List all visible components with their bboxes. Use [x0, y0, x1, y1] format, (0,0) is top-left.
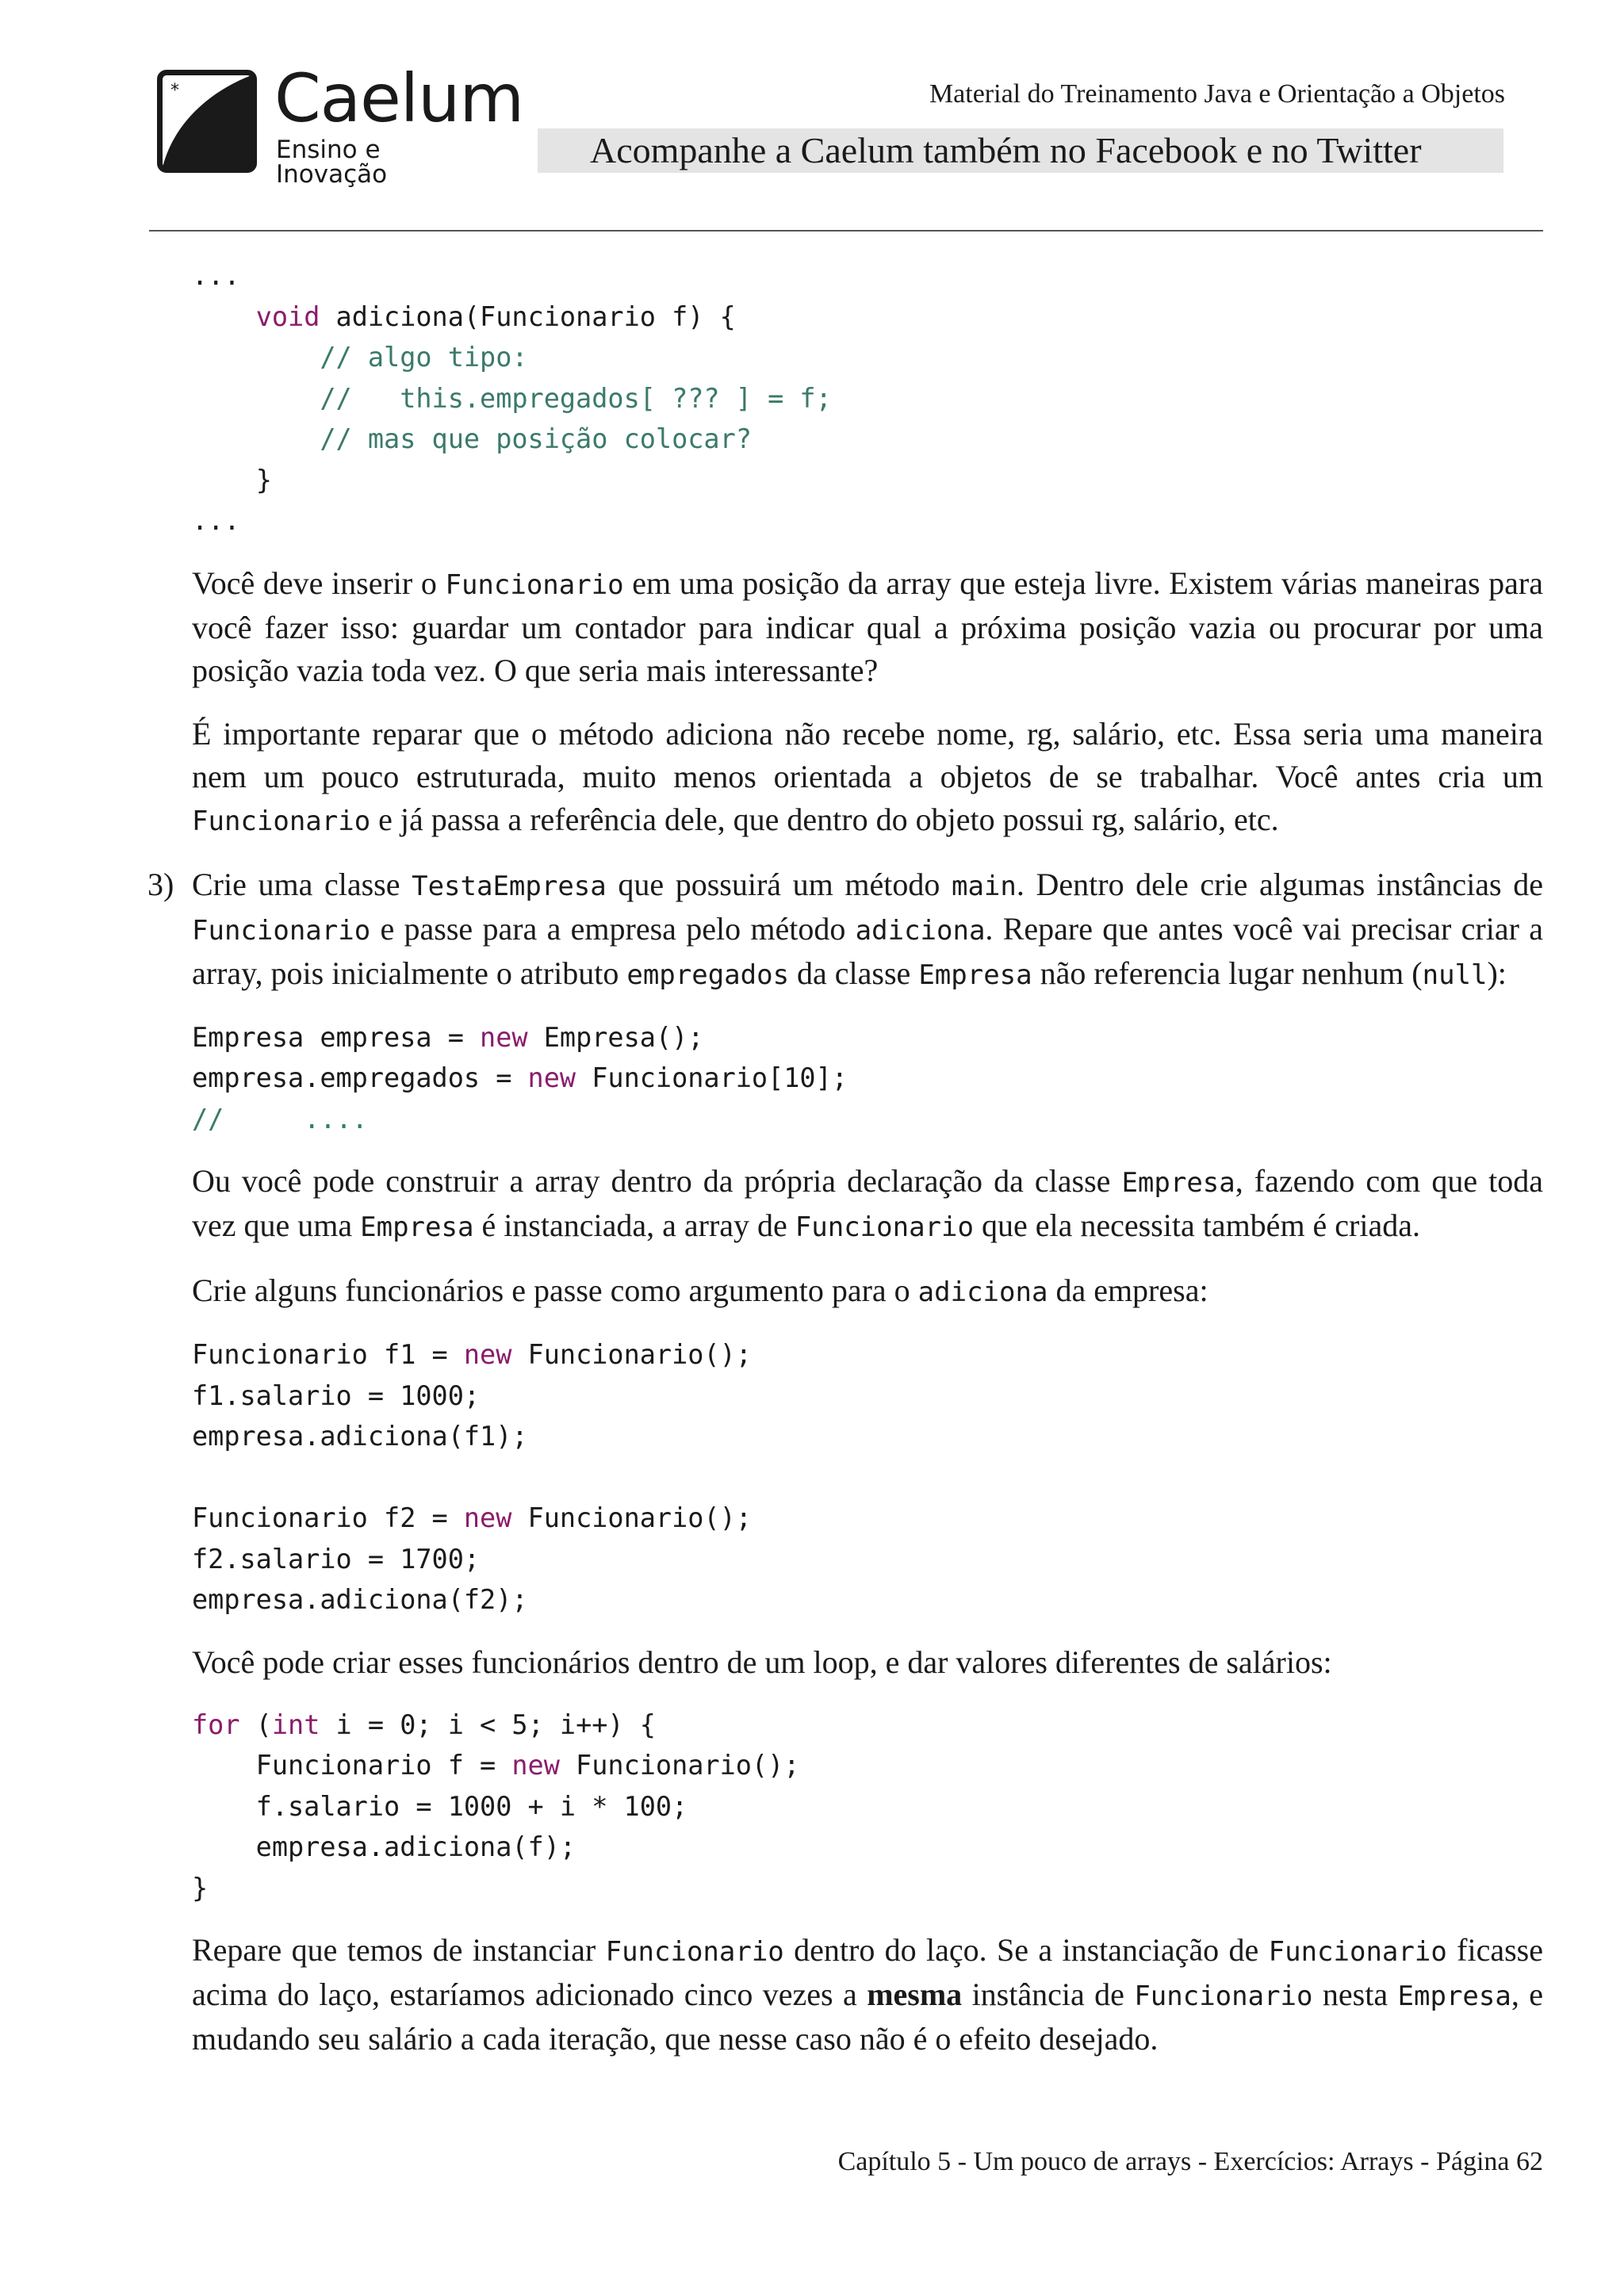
paragraph-inserir: Você deve inserir o Funcionario em uma posição da array que esteja livre. Existem várias maneiras para você fazer isso: guardar um contador para indicar qual a próxima posição vazia ou procurar por uma posição vazia toda vez. O que seria mais interessante?: [192, 564, 1543, 688]
paragraph-importante: É importante reparar que o método adiciona não recebe nome, rg, salário, etc. Essa seria uma maneira nem um pouco estruturada, muito menos orientada a objetos de se trabalhar. Você antes cria um Funcionario e já passa a referência dele, que dentro do objeto possui rg, salário, etc.: [192, 715, 1543, 837]
exercise-text: Crie uma classe TestaEmpresa que possuirá um método main. Dentro dele crie algumas instâncias de Funcionario e passe para a empresa pelo método adiciona. Repare que antes você vai precisar criar a array, pois inicialmente o atributo empregados da classe Empresa não referencia lugar nenhum (null):: [192, 866, 1543, 991]
header-banner-text: Acompanhe a Caelum também no Facebook e no Twitter: [590, 130, 1422, 170]
exercise-number: 3): [147, 866, 174, 902]
caelum-logo: [157, 59, 524, 189]
paragraph-repare: Repare que temos de instanciar Funcionario dentro do laço. Se a instanciação de Funcionario ficasse acima do laço, estaríamos adicionado cinco vezes a mesma instância de Funcionario nesta Empresa, e mudando seu salário a cada iteração, que nesse caso não é o efeito desejado.: [192, 1932, 1543, 2057]
page-footer: Capítulo 5 - Um pouco de arrays - Exercícios: Arrays - Página 62: [837, 2147, 1543, 2176]
caelum-logo-mark: [157, 70, 257, 173]
header-divider: [149, 230, 1543, 232]
code-block-funcionarios: Funcionario f1 = new Funcionario(); f1.salario = 1000; empresa.adiciona(f1); Funcionario f2 = new Funcionario(); f2.salario = 1700; empresa.adiciona(f2);: [192, 1339, 752, 1615]
paragraph-loop: Você pode criar esses funcionários dentro de um loop, e dar valores diferentes de salários:: [192, 1644, 1332, 1680]
code-block-loop: for (int i = 0; i < 5; i++) { Funcionario f = new Funcionario(); f.salario = 1000 + i * 100; empresa.adiciona(f); }: [192, 1709, 800, 1904]
logo-tagline: Ensino e Inovação: [276, 136, 388, 189]
svg-text:*: *: [170, 81, 179, 101]
exercise-item-3: [147, 863, 1543, 2061]
header-banner: [538, 128, 1503, 173]
paragraph-crie-funcionarios: Crie alguns funcionários e passe como argumento para o adiciona da empresa:: [192, 1272, 1208, 1308]
code-block-adiciona: ... void adiciona(Funcionario f) { // algo tipo: // this.empregados[ ??? ] = f; // mas que posição colocar? } ...: [192, 260, 832, 536]
paragraph-declaracao: Ou você pode construir a array dentro da própria declaração da classe Empresa, fazendo com que toda vez que uma Empresa é instanciada, a array de Funcionario que ela necessita também é criada.: [192, 1163, 1543, 1243]
page-content: [147, 255, 1543, 2061]
code-block-empresa: Empresa empresa = new Empresa(); empresa.empregados = new Funcionario[10]; // ....: [192, 1021, 848, 1135]
logo-wordmark: Caelum: [274, 59, 524, 137]
header-title: Material do Treinamento Java e Orientação a Objetos: [929, 79, 1505, 109]
